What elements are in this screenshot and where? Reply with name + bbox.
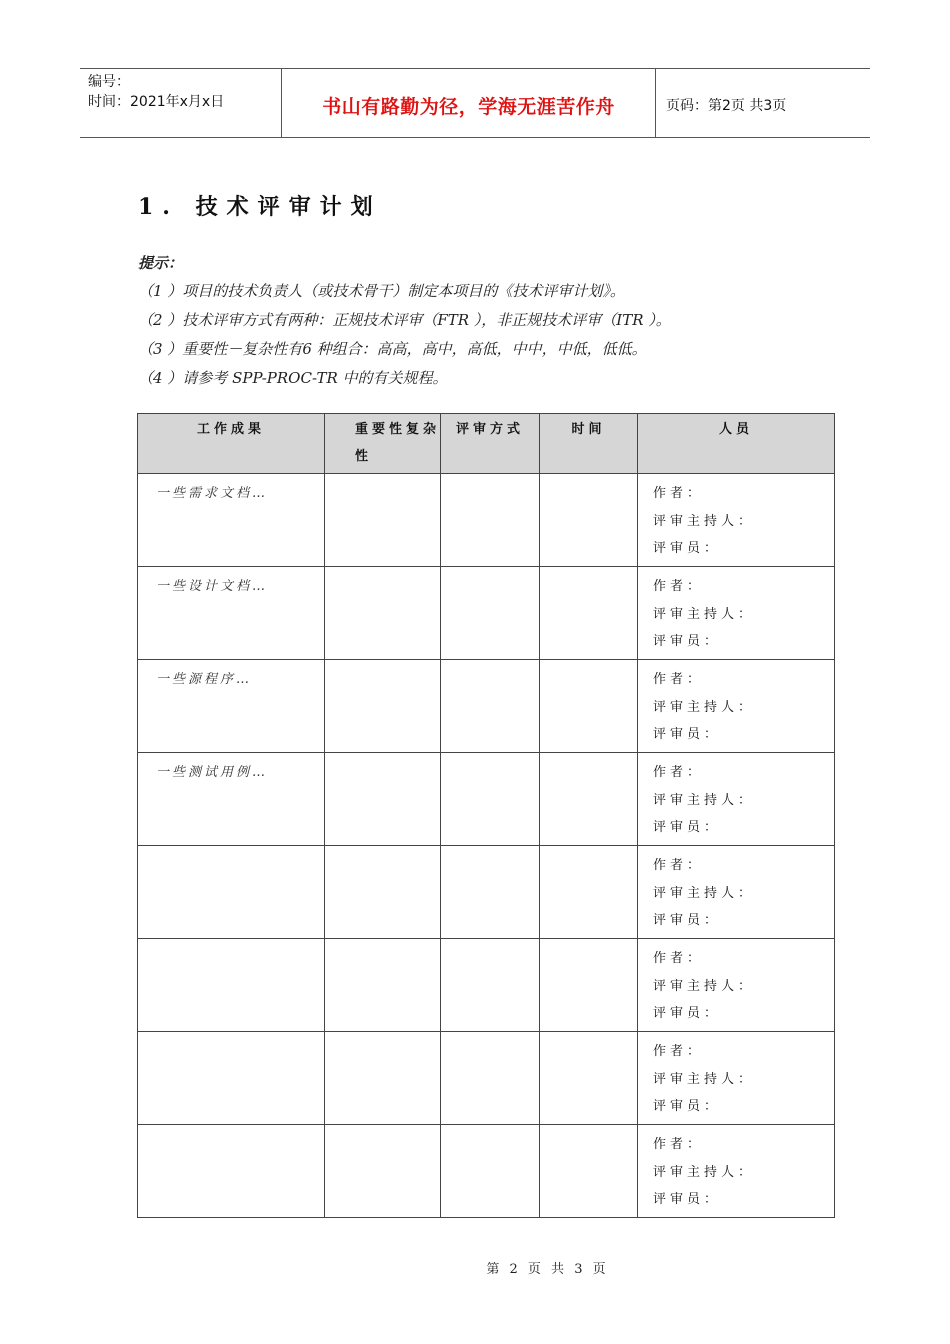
reviewer-label: 评审员：: [653, 634, 722, 649]
work-cell: [138, 1032, 325, 1125]
people-cell: [638, 567, 835, 660]
host-label: 评审主持人：: [653, 513, 756, 529]
people-cell: [638, 474, 835, 567]
time-cell: [540, 1125, 638, 1218]
host-label: 评审主持人：: [653, 978, 756, 994]
table-row: [138, 567, 835, 660]
work-cell: [138, 939, 325, 1032]
work-cell: 一些设计文档…: [138, 567, 325, 660]
table-row: [138, 753, 835, 846]
reviewer-label: 评审员：: [653, 820, 722, 835]
method-cell: [441, 1032, 540, 1125]
time-cell: [540, 660, 638, 753]
people-cell: [638, 846, 835, 939]
column-header-method: 评审方式: [441, 414, 540, 474]
people-cell: [638, 753, 835, 846]
page-info: 页码：第2页 共3页: [666, 98, 787, 114]
hint-item: （1 ）项目的技术负责人（或技术骨干）制定本项目的《技术评审计划》。: [138, 282, 625, 300]
method-cell: [441, 939, 540, 1032]
reviewer-label: 评审员：: [653, 913, 722, 928]
importance-cell: [325, 846, 441, 939]
host-label: 评审主持人：: [653, 699, 756, 715]
table-header-row: [138, 414, 835, 474]
time-cell: [540, 939, 638, 1032]
people-cell: [638, 1032, 835, 1125]
reviewer-label: 评审员：: [653, 727, 722, 742]
section-title: 1. 技术评审计划: [138, 194, 382, 220]
importance-cell: [325, 474, 441, 567]
column-header-importance: 重要性复杂性: [325, 414, 441, 474]
author-label: 作者：: [653, 951, 705, 966]
work-cell: 一些测试用例…: [138, 753, 325, 846]
importance-cell: [325, 567, 441, 660]
header-motto-cell: [282, 69, 656, 137]
hint-item: （3 ）重要性－复杂性有6 种组合：高高，高中，高低，中中，中低，低低。: [138, 340, 647, 358]
author-label: 作者：: [653, 486, 705, 501]
author-label: 作者：: [653, 1137, 705, 1152]
method-cell: [441, 753, 540, 846]
column-header-work: 工作成果: [138, 414, 325, 474]
reviewer-label: 评审员：: [653, 1006, 722, 1021]
work-cell: [138, 1125, 325, 1218]
method-cell: [441, 660, 540, 753]
time-cell: [540, 753, 638, 846]
author-label: 作者：: [653, 672, 705, 687]
method-cell: [441, 846, 540, 939]
page-footer: 第 2 页 共 3 页: [486, 1262, 609, 1277]
review-plan-table: [137, 413, 835, 1218]
hint-item: （2 ）技术评审方式有两种：正规技术评审（FTR ），非正规技术评审（ITR ）。: [138, 311, 671, 329]
reviewer-label: 评审员：: [653, 1099, 722, 1114]
author-label: 作者：: [653, 1044, 705, 1059]
people-cell: [638, 660, 835, 753]
work-cell: 一些源程序…: [138, 660, 325, 753]
host-label: 评审主持人：: [653, 792, 756, 808]
hints-block: [138, 252, 838, 393]
host-label: 评审主持人：: [653, 606, 756, 622]
author-label: 作者：: [653, 858, 705, 873]
table-row: [138, 1032, 835, 1125]
work-cell: [138, 846, 325, 939]
host-label: 评审主持人：: [653, 1164, 756, 1180]
method-cell: [441, 474, 540, 567]
author-label: 作者：: [653, 765, 705, 780]
column-header-time: 时间: [540, 414, 638, 474]
author-label: 作者：: [653, 579, 705, 594]
importance-cell: [325, 939, 441, 1032]
header-page-cell: [656, 69, 870, 137]
reviewer-label: 评审员：: [653, 1192, 722, 1207]
hint-item: （4 ）请参考 SPP-PROC-TR 中的有关规程。: [138, 369, 448, 387]
reviewer-label: 评审员：: [653, 541, 722, 556]
table-row: [138, 660, 835, 753]
people-cell: [638, 1125, 835, 1218]
table-row: [138, 1125, 835, 1218]
table-row: [138, 474, 835, 567]
host-label: 评审主持人：: [653, 1071, 756, 1087]
host-label: 评审主持人：: [653, 885, 756, 901]
importance-cell: [325, 1032, 441, 1125]
method-cell: [441, 567, 540, 660]
hints-label: 提示：: [138, 254, 184, 272]
time-cell: [540, 474, 638, 567]
header-meta: [80, 69, 282, 137]
importance-cell: [325, 1125, 441, 1218]
method-cell: [441, 1125, 540, 1218]
time-label: 时间：2021年x月x日: [88, 94, 225, 110]
importance-cell: [325, 660, 441, 753]
column-header-people: 人员: [638, 414, 835, 474]
time-cell: [540, 567, 638, 660]
page-header: [80, 68, 870, 138]
motto-text: 书山有路勤为径，学海无涯苦作舟: [322, 95, 615, 118]
time-cell: [540, 846, 638, 939]
table-row: [138, 846, 835, 939]
people-cell: [638, 939, 835, 1032]
number-label: 编号：: [88, 74, 130, 90]
importance-cell: [325, 753, 441, 846]
table-row: [138, 939, 835, 1032]
work-cell: 一些需求文档…: [138, 474, 325, 567]
time-cell: [540, 1032, 638, 1125]
